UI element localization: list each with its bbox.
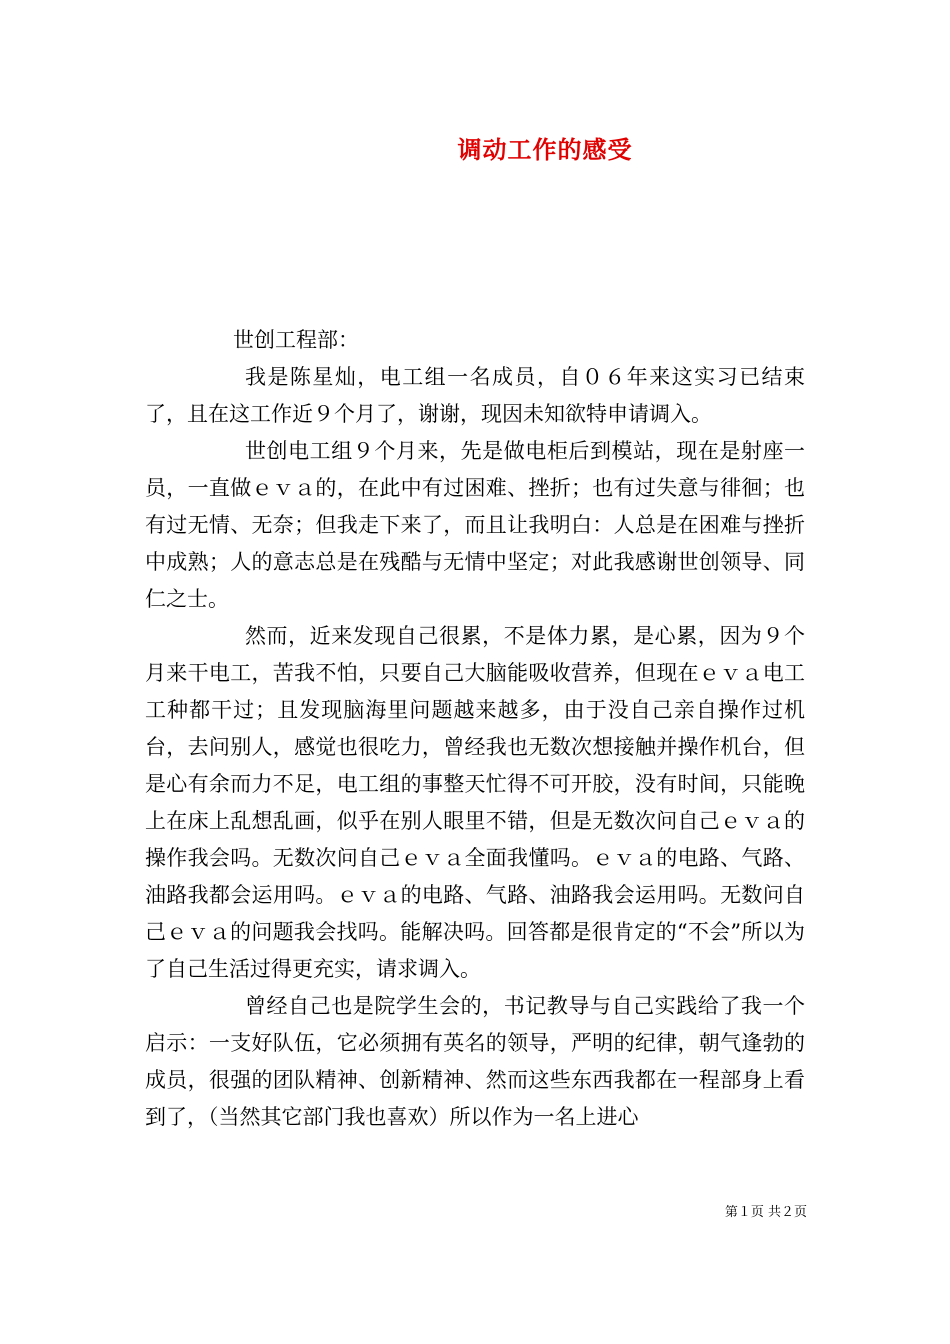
paragraph-2: 世创电工组９个月来，先是做电柜后到模站，现在是射座一员，一直做ｅｖａ的，在此中有过困难、挫折；也有过失意与徘徊；也有过无情、无奈；但我走下来了，而且让我明白：人总是在困难与挫折中成熟；人的意志总是在残酷与无情中坚定；对此我感谢世创领导、同仁之士。: [145, 439, 805, 611]
paragraph-1: 我是陈星灿，电工组一名成员，自０６年来这实习已结束了，且在这工作近９个月了，谢谢，现因未知欲特申请调入。: [145, 365, 805, 426]
paragraph-3: 然而，近来发现自己很累，不是体力累，是心累，因为９个月来干电工，苦我不怕，只要自己大脑能吸收营养，但现在ｅｖａ电工工种都干过；且发现脑海里问题越来越多，由于没自己亲自操作过机台，去问别人，感觉也很吃力，曾经我也无数次想接触并操作机台，但是心有余而力不足，电工组的事整天忙得不可开胶，没有时间，只能晚上在床上乱想乱画，似乎在别人眼里不错，但是无数次问自己ｅｖａ的操作我会吗。无数次问自己ｅｖａ全面我懂吗。ｅｖａ的电路、气路、油路我都会运用吗。ｅｖａ的电路、气路、油路我会运用吗。无数问自己ｅｖａ的问题我会找吗。能解决吗。回答都是很肯定的“不会”所以为了自己生活过得更充实，请求调入。: [145, 624, 805, 981]
paragraph-4: 曾经自己也是院学生会的，书记教导与自己实践给了我一个启示：一支好队伍，它必须拥有英名的领导，严明的纪律，朝气逢勃的成员，很强的团队精神、创新精神、然而这些东西我都在一程部身上看到了，（当然其它部门我也喜欢）所以作为一名上进心: [145, 994, 805, 1129]
page-number-footer: 第１页 共２页: [724, 1205, 807, 1220]
salutation: 世创工程部：: [233, 328, 359, 352]
document-body: [145, 322, 805, 1136]
document-title: 调动工作的感受: [457, 135, 633, 164]
